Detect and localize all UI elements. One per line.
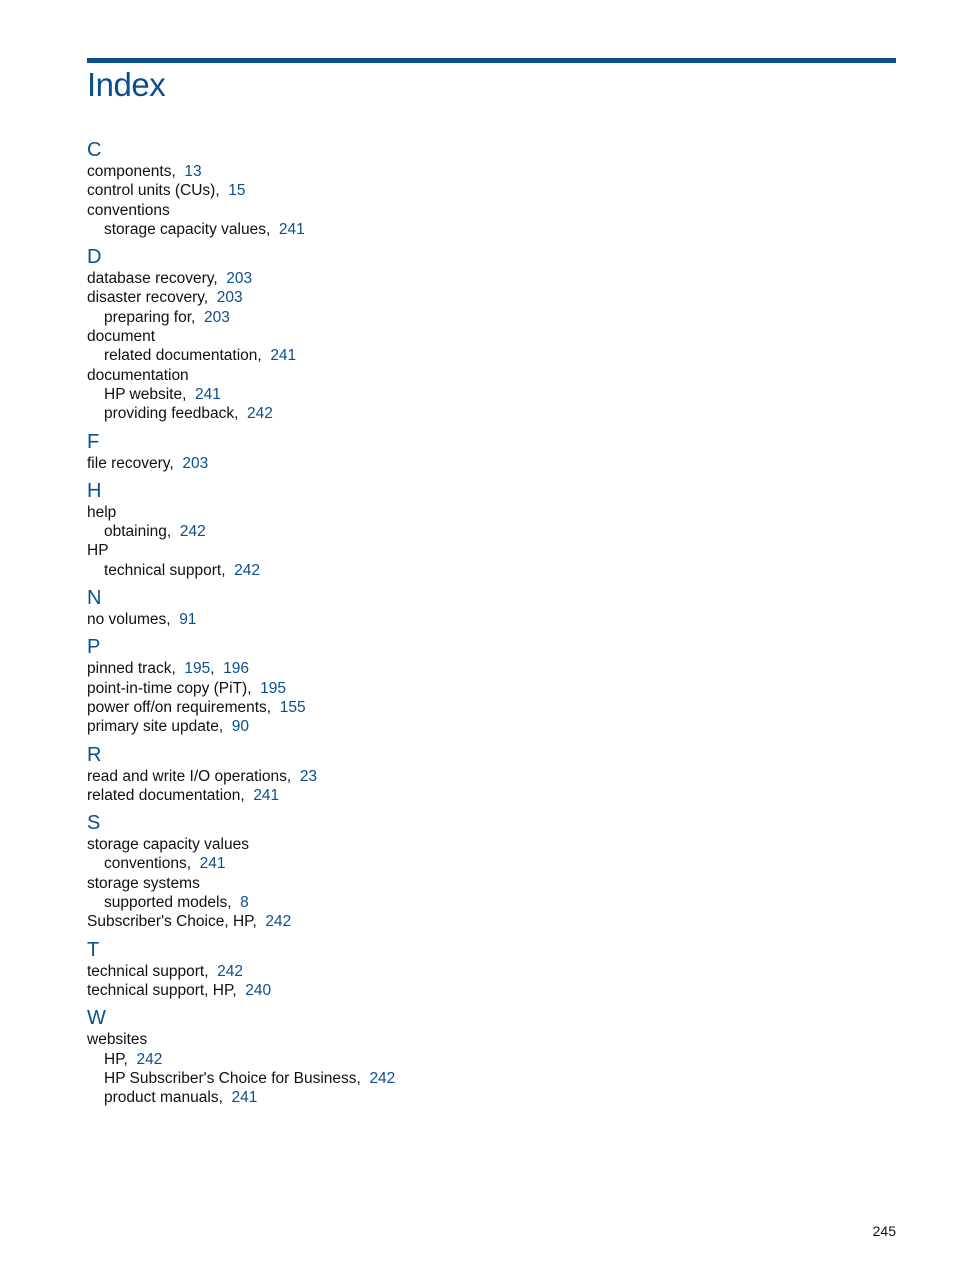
index-entry <box>87 1030 887 1049</box>
index-term: no volumes <box>87 611 167 629</box>
page-link[interactable]: 242 <box>217 962 243 980</box>
page-link[interactable]: 241 <box>199 855 226 873</box>
index-entry: control units (CUs), 15 <box>87 182 246 200</box>
title-rule <box>87 58 896 63</box>
section-letter: H <box>87 479 102 502</box>
index-entry: point-in-time copy (PiT), 195 <box>87 679 287 697</box>
section-letter: W <box>87 1007 106 1030</box>
page-link[interactable]: 196 <box>223 660 250 678</box>
index-term: disaster recovery <box>87 289 204 307</box>
index-term: HP <box>87 542 109 560</box>
index-entry <box>87 327 887 346</box>
page-link[interactable]: 203 <box>226 270 253 288</box>
index-entry: obtaining, 242 <box>104 523 206 541</box>
index-entry <box>87 201 887 220</box>
section-letter: T <box>87 938 100 961</box>
index-entry: pinned track, 195, 196 <box>87 660 250 678</box>
index-term: components <box>87 163 172 180</box>
index-entry: storage capacity values, 241 <box>104 220 305 238</box>
index-entry: HP, 242 <box>104 1050 163 1068</box>
page-link[interactable]: 8 <box>240 894 249 912</box>
page-link[interactable]: 91 <box>179 611 197 629</box>
index-entry: disaster recovery, 203 <box>87 289 243 307</box>
page-link[interactable]: 242 <box>234 561 260 579</box>
index-entry <box>87 874 887 893</box>
index-term: primary site update <box>87 718 219 736</box>
index-term: HP website <box>104 385 183 403</box>
index-term: related documentation <box>87 786 241 804</box>
index-entry: related documentation, 241 <box>104 347 297 365</box>
page-link[interactable]: 242 <box>136 1050 163 1068</box>
index-entry: technical support, 242 <box>87 962 243 980</box>
index-entry: components, 13 <box>87 163 202 180</box>
index-term: preparing for <box>104 308 192 326</box>
section-letter: D <box>87 246 102 269</box>
index-list <box>87 138 887 1113</box>
index-term: pinned track <box>87 660 172 678</box>
index-term: database recovery <box>87 270 214 288</box>
index-section-p <box>87 635 887 736</box>
index-entry: technical support, HP, 240 <box>87 981 272 999</box>
index-term: related documentation <box>104 347 258 365</box>
page-link[interactable]: 241 <box>270 347 297 365</box>
page-link[interactable]: 241 <box>278 220 305 238</box>
index-entry <box>87 541 887 560</box>
index-entry: database recovery, 203 <box>87 270 253 288</box>
section-letter: F <box>87 430 100 453</box>
page-link[interactable]: 241 <box>231 1089 258 1107</box>
index-term: technical support, HP <box>87 981 233 999</box>
index-section-h <box>87 479 887 580</box>
page-link[interactable]: 241 <box>253 786 280 804</box>
index-section-t <box>87 938 887 1001</box>
index-term: conventions <box>87 201 170 219</box>
index-term: conventions <box>104 855 187 873</box>
index-term: read and write I/O operations <box>87 767 287 785</box>
index-section-f <box>87 430 887 473</box>
index-section-c <box>87 138 887 239</box>
index-entry: HP website, 241 <box>104 385 221 403</box>
index-entry: supported models, 8 <box>104 894 249 912</box>
page-link[interactable]: 203 <box>216 289 243 307</box>
section-letter: C <box>87 139 102 161</box>
index-term: providing feedback <box>104 405 235 423</box>
page-link[interactable]: 155 <box>279 698 306 716</box>
index-entry: read and write I/O operations, 23 <box>87 767 318 785</box>
index-entry: product manuals, 241 <box>104 1089 258 1107</box>
index-entry: HP Subscriber's Choice for Business, 242 <box>104 1069 396 1087</box>
page-link[interactable]: 203 <box>182 454 209 472</box>
index-term: product manuals <box>104 1089 219 1107</box>
index-term: obtaining <box>104 523 167 541</box>
index-entry <box>87 835 887 854</box>
index-entry: providing feedback, 242 <box>104 405 273 423</box>
index-term: help <box>87 503 117 521</box>
index-entry: file recovery, 203 <box>87 454 209 472</box>
page-link[interactable]: 90 <box>231 718 249 736</box>
index-section-s <box>87 811 887 931</box>
section-letter: N <box>87 587 102 610</box>
page-link[interactable]: 195 <box>260 679 287 697</box>
section-letter: R <box>87 743 102 766</box>
page-title: Index <box>87 66 166 103</box>
section-letter: S <box>87 812 101 835</box>
index-term: documentation <box>87 366 189 384</box>
index-term: HP Subscriber's Choice for Business <box>104 1069 357 1087</box>
index-term: technical support <box>104 561 222 579</box>
page-link[interactable]: 203 <box>203 308 230 326</box>
index-term: power off/on requirements <box>87 698 267 716</box>
index-term: point-in-time copy (PiT) <box>87 679 248 697</box>
index-entry: no volumes, 91 <box>87 611 197 629</box>
index-entry: technical support, 242 <box>104 561 260 579</box>
index-entry <box>87 366 887 385</box>
index-section-d <box>87 245 887 423</box>
index-entry <box>87 503 887 522</box>
index-section-w <box>87 1006 887 1107</box>
page-link[interactable]: 195 <box>184 660 211 678</box>
page-link[interactable]: 242 <box>247 405 273 423</box>
page-link[interactable]: 23 <box>299 767 318 785</box>
index-term: storage capacity values <box>87 836 249 854</box>
index-entry: preparing for, 203 <box>104 308 230 326</box>
page-link[interactable]: 240 <box>245 981 272 999</box>
page-link[interactable]: 242 <box>369 1069 396 1087</box>
section-letter: P <box>87 636 101 659</box>
index-entry: related documentation, 241 <box>87 786 280 804</box>
index-entry: conventions, 241 <box>104 855 226 873</box>
index-entry: power off/on requirements, 155 <box>87 698 306 716</box>
index-term: HP <box>104 1050 124 1068</box>
page-number: 245 <box>872 1223 896 1239</box>
index-term: file recovery <box>87 454 170 472</box>
page-link[interactable]: 13 <box>184 163 202 180</box>
index-section-r <box>87 743 887 806</box>
page-link[interactable]: 242 <box>179 523 206 541</box>
page-link[interactable]: 15 <box>228 182 246 200</box>
index-entry: Subscriber's Choice, HP, 242 <box>87 913 292 931</box>
page-link[interactable]: 241 <box>195 385 221 403</box>
index-term: supported models <box>104 894 228 912</box>
index-term: Subscriber's Choice, HP <box>87 913 253 931</box>
page-link[interactable]: 242 <box>265 913 292 931</box>
index-term: websites <box>87 1031 148 1049</box>
index-entry: primary site update, 90 <box>87 718 249 736</box>
index-term: storage systems <box>87 874 200 892</box>
index-term: control units (CUs) <box>87 182 216 200</box>
index-term: document <box>87 328 156 346</box>
index-term: technical support <box>87 962 205 980</box>
index-section-n <box>87 586 887 629</box>
index-term: storage capacity values <box>104 220 266 238</box>
